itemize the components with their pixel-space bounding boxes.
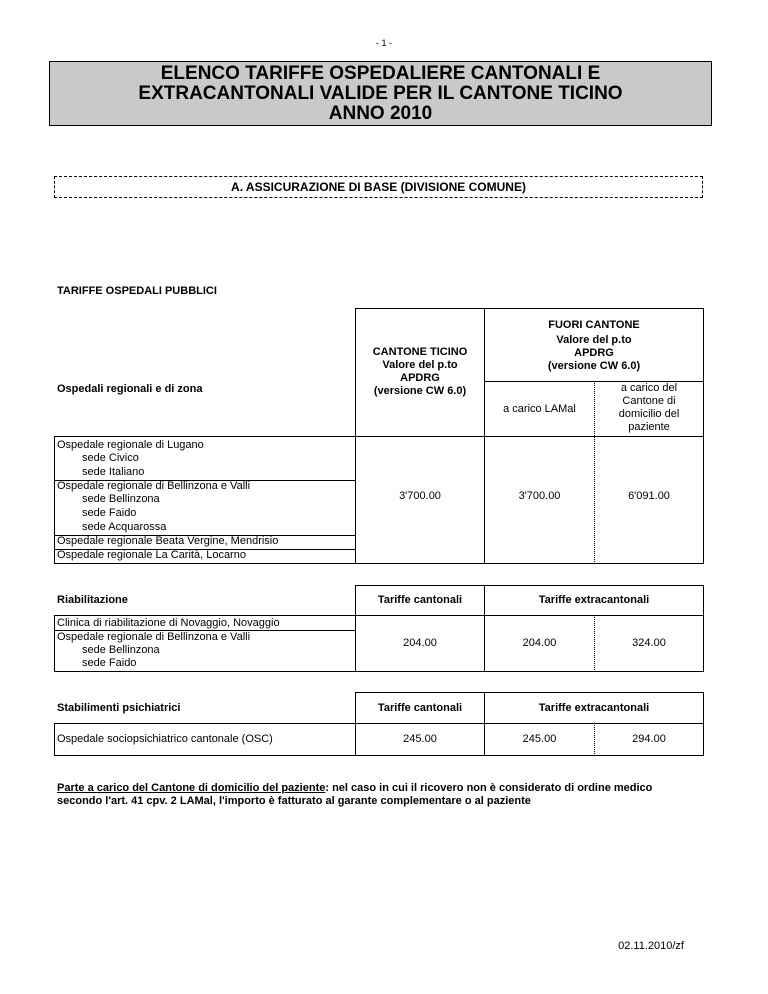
value-domicilio: 6'091.00 [628, 490, 670, 502]
footnote-text: : nel caso in cui il ricovero non è considerato di ordine medico secondo l'art. 41 cpv. 2 LAMal, l'importo è fatturato al garante complementare o al paziente [57, 782, 653, 807]
col-fuori-line2: Valore del p.to [556, 334, 632, 346]
value-extra-1: 204.00 [522, 637, 557, 649]
col-ticino-line3: APDRG [400, 372, 440, 384]
subtitle: TARIFFE OSPEDALI PUBBLICI [57, 285, 217, 297]
list-item: sede Italiano [82, 466, 145, 478]
title-line-2: EXTRACANTONALI VALIDE PER IL CANTONE TICINO [138, 83, 623, 104]
sub-domicilio-line4: paziente [628, 421, 670, 433]
col-tariffe-cantonali: Tariffe cantonali [377, 702, 463, 714]
value-extra-2: 294.00 [632, 733, 666, 745]
col-ticino-line4: (versione CW 6.0) [373, 385, 467, 397]
list-item: Ospedale regionale Beata Vergine, Mendrisio [57, 535, 279, 547]
list-item: sede Bellinzona [82, 644, 160, 656]
sub-domicilio-line1: a carico del [620, 382, 678, 394]
col-tariffe-extracantonali: Tariffe extracantonali [538, 702, 650, 714]
title-line-1: ELENCO TARIFFE OSPEDALIERE CANTONALI E [160, 63, 601, 84]
col-tariffe-extracantonali: Tariffe extracantonali [538, 594, 650, 606]
list-item: sede Faido [82, 507, 137, 519]
table3-row-header: Stabilimenti psichiatrici [57, 702, 181, 714]
sub-col-lamal: a carico LAMal [503, 403, 576, 415]
col-cantone-ticino [356, 346, 484, 398]
col-fuori-line1: FUORI CANTONE [548, 319, 640, 331]
sub-col-domicilio [595, 382, 703, 434]
page-number: - 1 - [375, 38, 392, 48]
footer-date: 02.11.2010/zf [618, 940, 684, 952]
list-item: Ospedale regionale La Carità, Locarno [57, 549, 246, 561]
section-heading: A. ASSICURAZIONE DI BASE (DIVISIONE COMUNE) [54, 176, 703, 198]
list-item: Ospedale regionale di Bellinzona e Valli [57, 631, 251, 643]
value-extra-1: 245.00 [522, 733, 557, 745]
list-item: sede Acquarossa [82, 521, 167, 533]
col-fuori-cantone [485, 319, 703, 373]
list-item: sede Bellinzona [82, 493, 160, 505]
document-title [49, 61, 712, 126]
footnote-underlined: Parte a carico del Cantone di domicilio del paziente [57, 782, 326, 794]
value-extra-2: 324.00 [632, 637, 666, 649]
table1-row-header: Ospedali regionali e di zona [57, 383, 203, 395]
list-item: Ospedale regionale di Bellinzona e Valli [57, 480, 251, 492]
col-ticino-line2: Valore del p.to [382, 359, 458, 371]
list-item: Ospedale sociopsichiatrico cantonale (OSC) [57, 733, 273, 745]
sub-domicilio-line2: Cantone di [622, 395, 676, 407]
value-cantonali: 245.00 [403, 733, 437, 745]
list-item: Clinica di riabilitazione di Novaggio, Novaggio [57, 617, 280, 629]
col-ticino-line1: CANTONE TICINO [372, 346, 468, 358]
list-item: Ospedale regionale di Lugano [57, 439, 204, 451]
value-lamal: 3'700.00 [518, 490, 561, 502]
value-cantonali: 204.00 [403, 637, 437, 649]
title-line-3: ANNO 2010 [328, 103, 433, 124]
list-item: sede Civico [82, 452, 139, 464]
col-fuori-line4: (versione CW 6.0) [547, 360, 641, 372]
col-fuori-line3: APDRG [574, 347, 614, 359]
table2-row-header: Riabilitazione [57, 594, 128, 606]
value-ticino: 3'700.00 [399, 490, 441, 502]
list-item: sede Faido [82, 657, 137, 669]
sub-domicilio-line3: domicilio del [618, 408, 680, 420]
footnote [57, 782, 697, 808]
col-tariffe-cantonali: Tariffe cantonali [377, 594, 463, 606]
